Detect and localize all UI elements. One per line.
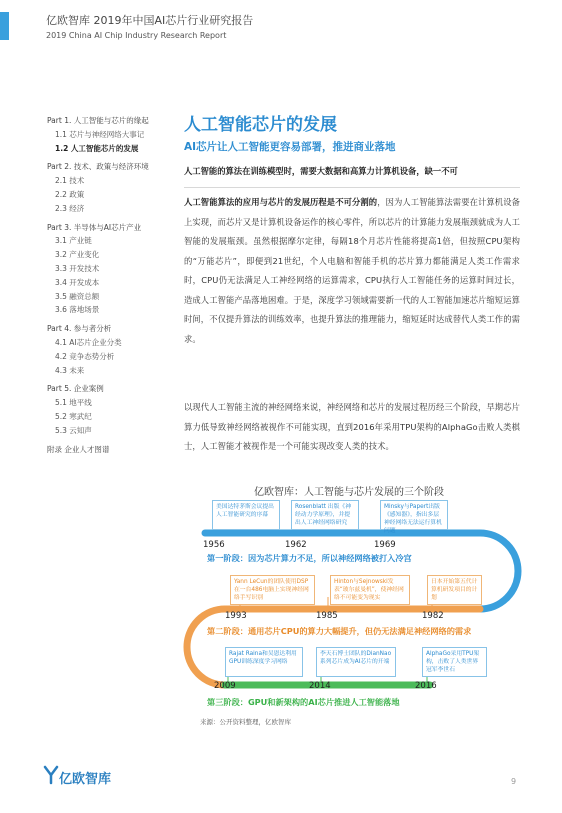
year-1985: 1985	[316, 611, 338, 621]
section-title: 人工智能芯片的发展	[184, 115, 337, 135]
year-1962: 1962	[285, 540, 307, 550]
toc-sub-item[interactable]: 1.1 芯片与神经网络大事记	[55, 129, 145, 139]
event-box-2014: 李天石博士团队的DianNao系列芯片成为AI芯片的开端	[316, 647, 396, 677]
event-box-1962: Rosenblatt 出版《神经动力学原理》，并提出人工神经网络研究	[291, 500, 359, 530]
year-1956: 1956	[203, 540, 225, 550]
year-2016: 2016	[415, 681, 437, 691]
page-number: 9	[511, 777, 517, 786]
toc-sub-item[interactable]: 3.2 产业变化	[55, 250, 100, 260]
toc-part-item[interactable]: Part 3. 半导体与AI芯片产业	[47, 222, 142, 232]
year-1982: 1982	[422, 611, 444, 621]
event-box-2016: AlphaGo采用TPU架构，击败了人类世界冠军李世石	[422, 647, 487, 677]
event-box-1956: 美国达特茅斯会议提出人工智能研究的序幕	[212, 500, 280, 530]
toc-sub-item[interactable]: 2.2 政策	[55, 189, 85, 199]
toc-part-item[interactable]: Part 1. 人工智能与芯片的缘起	[47, 116, 149, 125]
yiou-logo-icon	[44, 766, 58, 784]
toc-part-item[interactable]: 附录 企业人才图谱	[47, 444, 110, 454]
toc-sub-item[interactable]: 3.1 产业链	[55, 236, 92, 246]
toc-sub-item[interactable]: 2.3 经济	[55, 203, 85, 213]
divider	[184, 187, 520, 188]
timeline-title: 亿欧智库：人工智能与芯片发展的三个阶段	[254, 487, 444, 498]
section-subtitle: AI芯片让人工智能更容易部署，推进商业落地	[184, 141, 396, 153]
report-title: 亿欧智库 2019年中国AI芯片行业研究报告	[46, 14, 254, 27]
year-1993: 1993	[225, 611, 247, 621]
toc-sub-item[interactable]: 5.1 地平线	[55, 398, 92, 408]
toc-sub-item[interactable]: 3.4 开发成本	[55, 277, 100, 287]
report-subtitle: 2019 China AI Chip Industry Research Report	[46, 31, 227, 40]
body-paragraph-1-text: ，因为人工智能算法需要在计算机设备上实现，而芯片又是计算机设备运作的核心零件，所以芯片的计算能力发展瓶颈就成为人工智能的发展瓶颈。虽然根据摩尔定律，每隔18个月芯片性能将提高1倍，但按照CPU架构的“万能芯片”，即便到21世纪，个人电脑和智能手机的芯片算力都能满足人类工作需求时，CPU仍无法满足人工神经网络的运算需求，CPU执行人工智能任务的运算时间过长，造成人工智能产品落地困难。于是，深度学习领域需要新一代的人工智能加速芯片缩短运算时间，不仅提升算法的训练效率，也提升算法的推理能力，缩短延时达成替代人类工作的需求。	[184, 197, 520, 344]
stage-1-label: 第一阶段：因为芯片算力不足，所以神经网络被打入冷宫	[207, 553, 412, 563]
body-paragraph-1-bold: 人工智能算法的应用与芯片的发展历程是不可分割的	[184, 197, 378, 207]
toc-sub-item[interactable]: 5.2 寒武纪	[55, 411, 92, 421]
event-box-1982: 日本开始第五代计算机研发项目的计划	[427, 575, 482, 605]
event-box-1985: Hinton与Sejnowski发表“玻尔兹曼机”，使神经网络不可能变为现实	[330, 575, 410, 605]
toc-sub-item[interactable]: 4.1 AI芯片企业分类	[55, 337, 122, 347]
event-box-1993: Yann LeCun的团队使用DSP在一台486电脑上实现神经网络手写识别	[230, 575, 315, 605]
year-1969: 1969	[374, 540, 396, 550]
timeline-curve-1	[480, 533, 518, 609]
stage-3-label: 第三阶段：GPU和新架构的AI芯片推进人工智能落地	[207, 697, 400, 707]
brand-logo-text: 亿欧智库	[59, 772, 112, 787]
toc-sub-item[interactable]: 1.2 人工智能芯片的发展	[55, 143, 139, 153]
lead-sentence: 人工智能的算法在训练模型时，需要大数据和高算力计算机设备，缺一不可	[184, 166, 458, 176]
toc-part-item[interactable]: Part 2. 技术、政策与经济环境	[47, 162, 149, 172]
toc-sub-item[interactable]: 4.3 未来	[55, 365, 85, 375]
body-paragraph-1	[184, 193, 520, 349]
toc-part-item[interactable]: Part 4. 参与者分析	[47, 324, 112, 334]
timeline-curve-2	[187, 609, 225, 685]
event-box-1969: Minsky与Papert出版《感知器》，指出多层神经网络无法运行算机问题	[380, 500, 448, 530]
stage-2-label: 第二阶段：通用芯片CPU的算力大幅提升，但仍无法满足神经网络的需求	[207, 626, 472, 636]
header-accent-bar	[0, 12, 9, 40]
year-2009: 2009	[214, 681, 236, 691]
toc-sub-item[interactable]: 3.6 落地场景	[55, 305, 100, 315]
event-box-2009: Rajat Raina和吴恩达利用GPU训练深度学习网络	[225, 647, 303, 677]
toc-sub-item[interactable]: 2.1 技术	[55, 176, 85, 186]
toc-sub-item[interactable]: 4.2 竞争态势分析	[55, 351, 115, 361]
year-2014: 2014	[309, 681, 331, 691]
source-note: 来源：公开资料整理，亿欧智库	[200, 718, 291, 726]
toc-sub-item[interactable]: 5.3 云知声	[55, 425, 92, 435]
toc-sub-item[interactable]: 3.5 融资总额	[55, 291, 100, 301]
toc-part-item[interactable]: Part 5. 企业案例	[47, 384, 104, 394]
table-of-contents	[47, 114, 187, 456]
toc-sub-item[interactable]: 3.3 开发技术	[55, 263, 100, 273]
body-paragraph-2: 以现代人工智能主流的神经网络来说，神经网络和芯片的发展过程历经三个阶段，早期芯片算力低导致神经网络被视作不可能实现，直到2016年采用TPU架构的AlphaGo击败人类棋士，人工智能才被视作是一个可能实现改变人类的技术。	[184, 402, 520, 451]
